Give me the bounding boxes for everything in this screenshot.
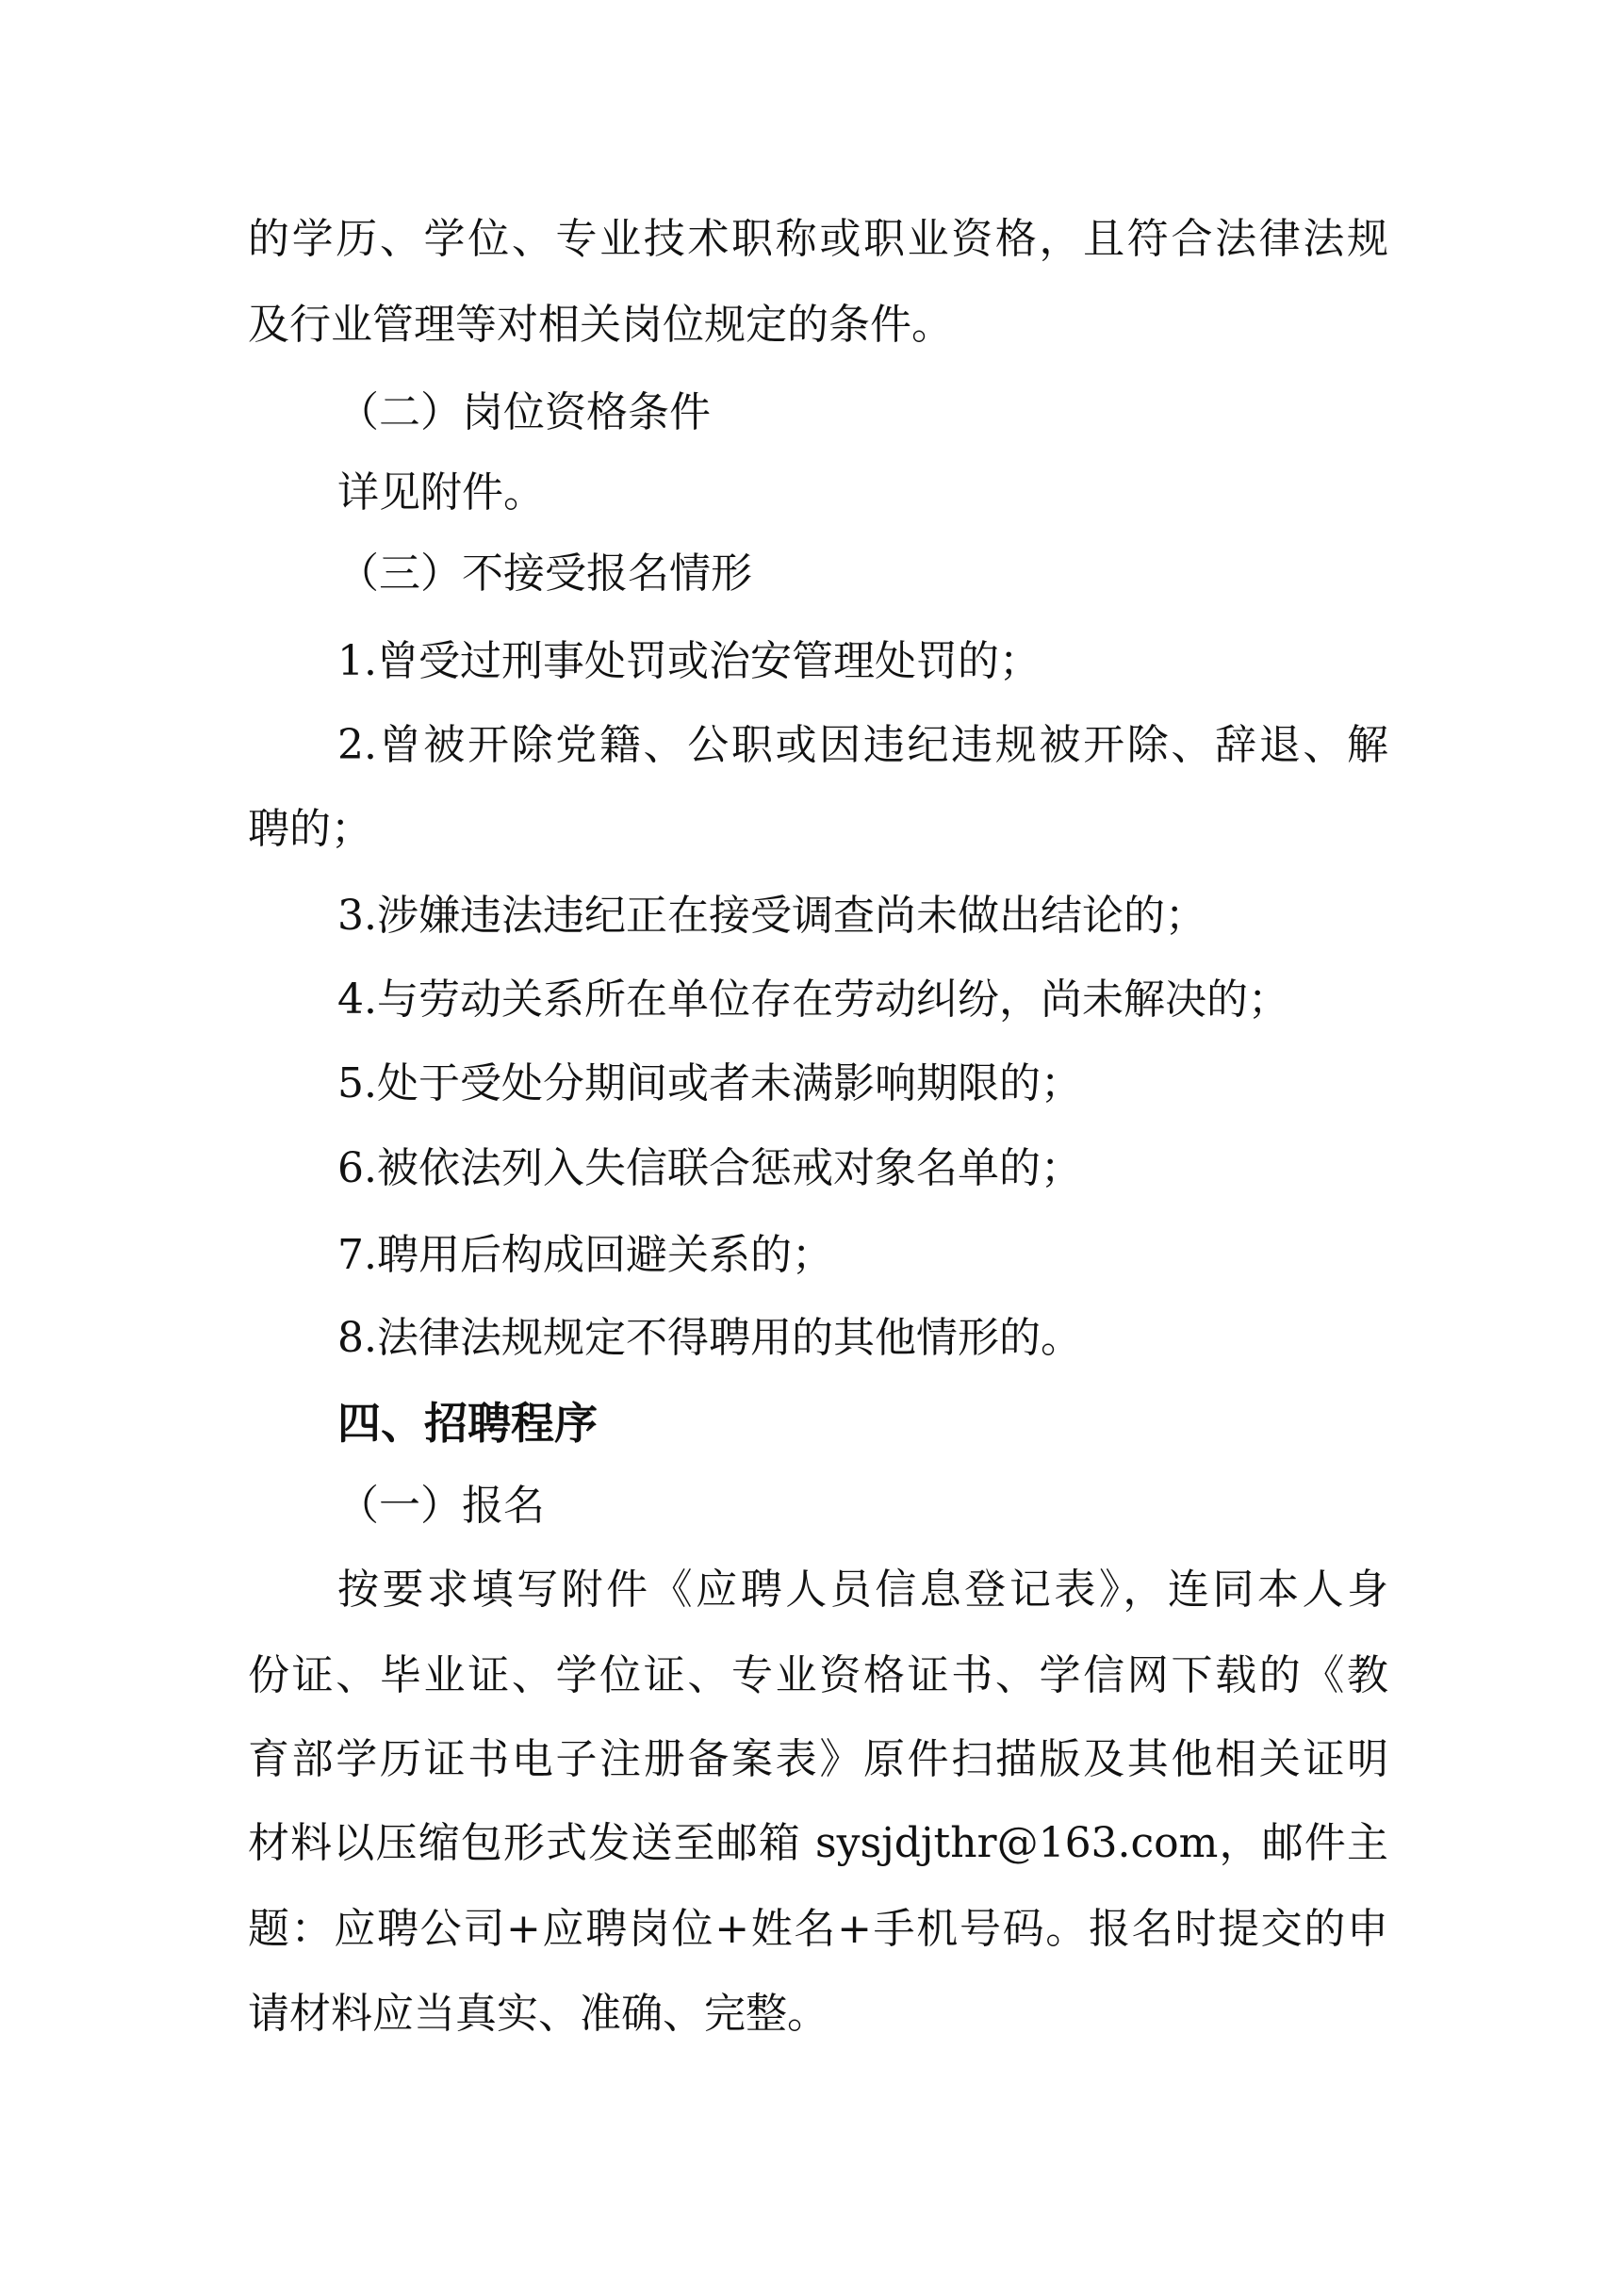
list-item: 6.被依法列入失信联合惩戒对象名单的； [337,1144,1082,1192]
list-item: 1.曾受过刑事处罚或治安管理处罚的； [337,637,1041,685]
section-heading-signup: （一）报名 [337,1482,545,1530]
paragraph-line: 详见附件。 [337,468,545,517]
paragraph-line: 份证、毕业证、学位证、专业资格证书、学信网下载的《教 [248,1651,1388,1699]
list-item: 7.聘用后构成回避关系的； [337,1231,833,1279]
paragraph-line: 按要求填写附件《应聘人员信息登记表》，连同本人身 [337,1566,1388,1614]
paragraph-line: 题：应聘公司+应聘岗位+姓名+手机号码。报名时提交的申 [248,1905,1388,1953]
paragraph-line: 及行业管理等对相关岗位规定的条件。 [248,301,953,349]
list-item: 4.与劳动关系所在单位存在劳动纠纷，尚未解决的； [337,976,1289,1024]
section-heading-qualifications: （二）岗位资格条件 [337,388,711,436]
paragraph-line: 的学历、学位、专业技术职称或职业资格，且符合法律法规 [248,215,1388,263]
list-item: 2.曾被开除党籍、公职或因违纪违规被开除、辞退、解 [337,721,1388,769]
paragraph-line: 育部学历证书电子注册备案表》原件扫描版及其他相关证明 [248,1735,1388,1783]
list-item: 5.处于受处分期间或者未满影响期限的； [337,1059,1082,1107]
list-item: 8.法律法规规定不得聘用的其他情形的。 [337,1314,1082,1362]
section-heading-recruitment-process: 四、招聘程序 [337,1398,598,1449]
section-heading-rejection: （三）不接受报名情形 [337,549,752,598]
list-item-continuation: 聘的； [248,805,372,853]
paragraph-line: 请材料应当真实、准确、完整。 [248,1990,828,2038]
paragraph-line: 材料以压缩包形式发送至邮箱 sysjdjthr@163.com，邮件主 [248,1819,1388,1867]
list-item: 3.涉嫌违法违纪正在接受调查尚未做出结论的； [337,892,1206,940]
